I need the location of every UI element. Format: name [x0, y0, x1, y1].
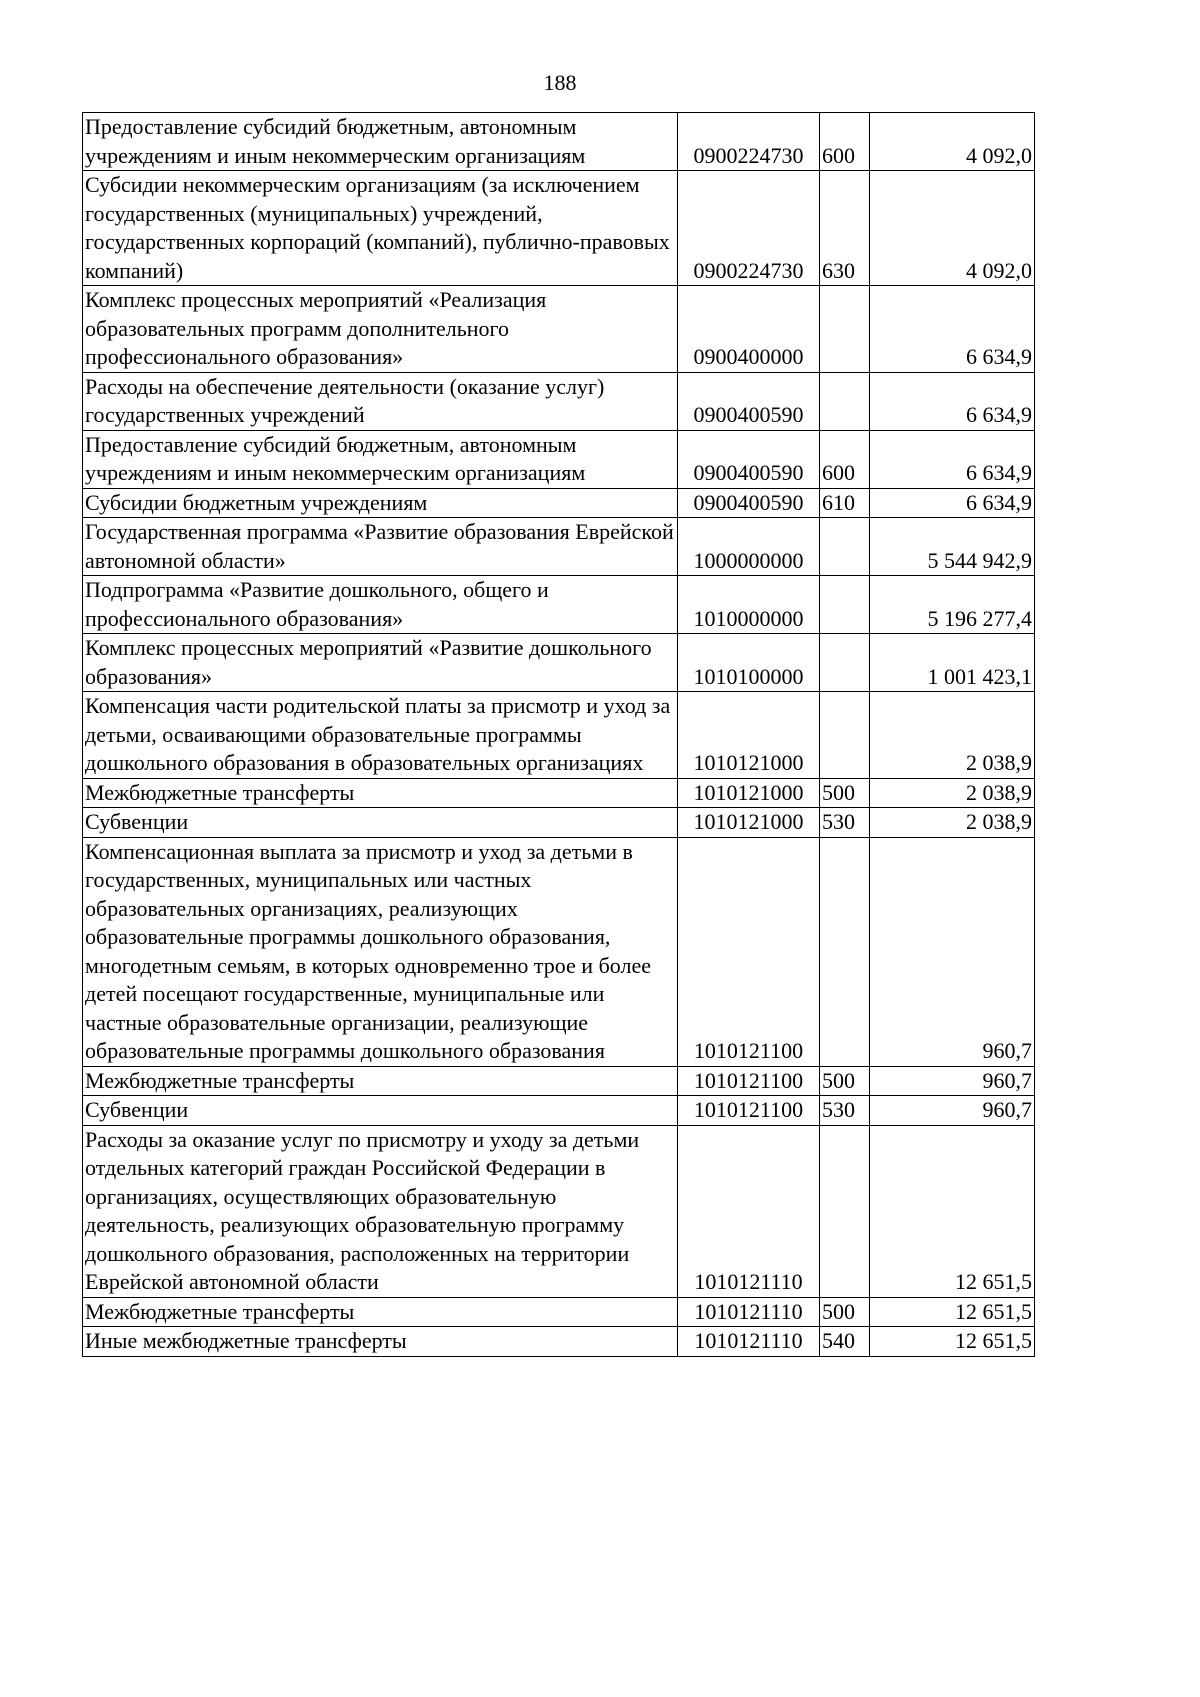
row-name: Расходы на обеспечение деятельности (оказание услуг) государственных учреждений [83, 372, 678, 430]
row-name: Комплекс процессных мероприятий «Развитие дошкольного образования» [83, 634, 678, 692]
table-row [83, 634, 1035, 692]
row-name: Предоставление субсидий бюджетным, автономным учреждениям и иным некоммерческим организациям [83, 113, 678, 171]
row-sum: 960,7 [870, 1066, 1035, 1096]
row-type [820, 286, 870, 373]
row-code: 0900400000 [678, 286, 820, 373]
row-type [820, 634, 870, 692]
table-row [83, 171, 1035, 286]
row-name: Субвенции [83, 808, 678, 838]
row-sum: 6 634,9 [870, 488, 1035, 518]
row-type: 530 [820, 808, 870, 838]
row-name: Расходы за оказание услуг по присмотру и уходу за детьми отдельных категорий граждан Российской Федерации в организациях, осуществляющих образовательную деятельность, реализующих образовательную программу дошкольного образования, расположенных на территории Еврейской автономной области [83, 1125, 678, 1297]
row-code: 1010121100 [678, 1066, 820, 1096]
row-name: Подпрограмма «Развитие дошкольного, общего и профессионального образования» [83, 576, 678, 634]
row-type: 500 [820, 1297, 870, 1327]
row-name: Иные межбюджетные трансферты [83, 1327, 678, 1357]
row-name: Компенсация части родительской платы за присмотр и уход за детьми, осваивающими образовательные программы дошкольного образования в образовательных организациях [83, 692, 678, 779]
row-name: Субсидии некоммерческим организациям (за исключением государственных (муниципальных) учреждений, государственных корпораций (компаний), публично-правовых компаний) [83, 171, 678, 286]
row-sum: 4 092,0 [870, 113, 1035, 171]
row-sum: 2 038,9 [870, 778, 1035, 808]
row-type: 500 [820, 778, 870, 808]
row-code: 0900400590 [678, 488, 820, 518]
table-row [83, 1066, 1035, 1096]
row-sum: 1 001 423,1 [870, 634, 1035, 692]
row-sum: 960,7 [870, 837, 1035, 1066]
row-type [820, 692, 870, 779]
table-row [83, 372, 1035, 430]
row-sum: 4 092,0 [870, 171, 1035, 286]
row-code: 1010121100 [678, 1096, 820, 1126]
table-row [83, 430, 1035, 488]
table-row [83, 1096, 1035, 1126]
row-type: 630 [820, 171, 870, 286]
row-sum: 960,7 [870, 1096, 1035, 1126]
row-type [820, 576, 870, 634]
row-sum: 6 634,9 [870, 430, 1035, 488]
row-sum: 12 651,5 [870, 1297, 1035, 1327]
row-type: 530 [820, 1096, 870, 1126]
row-code: 1010000000 [678, 576, 820, 634]
row-code: 1010121110 [678, 1125, 820, 1297]
row-name: Комплекс процессных мероприятий «Реализация образовательных программ дополнительного профессионального образования» [83, 286, 678, 373]
row-code: 1010121000 [678, 778, 820, 808]
row-name: Государственная программа «Развитие образования Еврейской автономной области» [83, 518, 678, 576]
row-type [820, 837, 870, 1066]
row-code: 1010100000 [678, 634, 820, 692]
row-sum: 6 634,9 [870, 286, 1035, 373]
row-sum: 2 038,9 [870, 808, 1035, 838]
table-row [83, 576, 1035, 634]
row-name: Субсидии бюджетным учреждениям [83, 488, 678, 518]
row-code: 0900224730 [678, 171, 820, 286]
row-type [820, 518, 870, 576]
row-name: Межбюджетные трансферты [83, 1066, 678, 1096]
row-type: 540 [820, 1327, 870, 1357]
row-sum: 12 651,5 [870, 1125, 1035, 1297]
row-code: 1010121000 [678, 808, 820, 838]
row-code: 0900400590 [678, 430, 820, 488]
row-type [820, 1125, 870, 1297]
row-name: Межбюджетные трансферты [83, 778, 678, 808]
table-row [83, 692, 1035, 779]
row-code: 1000000000 [678, 518, 820, 576]
table-row [83, 1125, 1035, 1297]
table-row [83, 808, 1035, 838]
row-sum: 2 038,9 [870, 692, 1035, 779]
row-name: Компенсационная выплата за присмотр и уход за детьми в государственных, муниципальных или частных образовательных организациях, реализующих образовательные программы дошкольного образования, многодетным семьям, в которых одновременно трое и более детей посещают государственные, муниципальные или частные образовательные организации, реализующие образовательные программы дошкольного образования [83, 837, 678, 1066]
row-name: Субвенции [83, 1096, 678, 1126]
row-code: 1010121000 [678, 692, 820, 779]
row-sum: 5 544 942,9 [870, 518, 1035, 576]
budget-table [82, 112, 1035, 1357]
row-type: 600 [820, 113, 870, 171]
table-row [83, 286, 1035, 373]
row-code: 1010121110 [678, 1297, 820, 1327]
table-row [83, 1297, 1035, 1327]
row-type: 610 [820, 488, 870, 518]
row-type: 600 [820, 430, 870, 488]
row-code: 0900400590 [678, 372, 820, 430]
row-sum: 6 634,9 [870, 372, 1035, 430]
row-type: 500 [820, 1066, 870, 1096]
table-row [83, 837, 1035, 1066]
row-name: Предоставление субсидий бюджетным, автономным учреждениям и иным некоммерческим организациям [83, 430, 678, 488]
table-row [83, 778, 1035, 808]
row-name: Межбюджетные трансферты [83, 1297, 678, 1327]
table-row [83, 1327, 1035, 1357]
table-row [83, 518, 1035, 576]
row-sum: 5 196 277,4 [870, 576, 1035, 634]
row-sum: 12 651,5 [870, 1327, 1035, 1357]
page-number: 188 [543, 70, 577, 95]
table-row [83, 113, 1035, 171]
row-code: 1010121110 [678, 1327, 820, 1357]
row-code: 0900224730 [678, 113, 820, 171]
row-type [820, 372, 870, 430]
table-row [83, 488, 1035, 518]
row-code: 1010121100 [678, 837, 820, 1066]
